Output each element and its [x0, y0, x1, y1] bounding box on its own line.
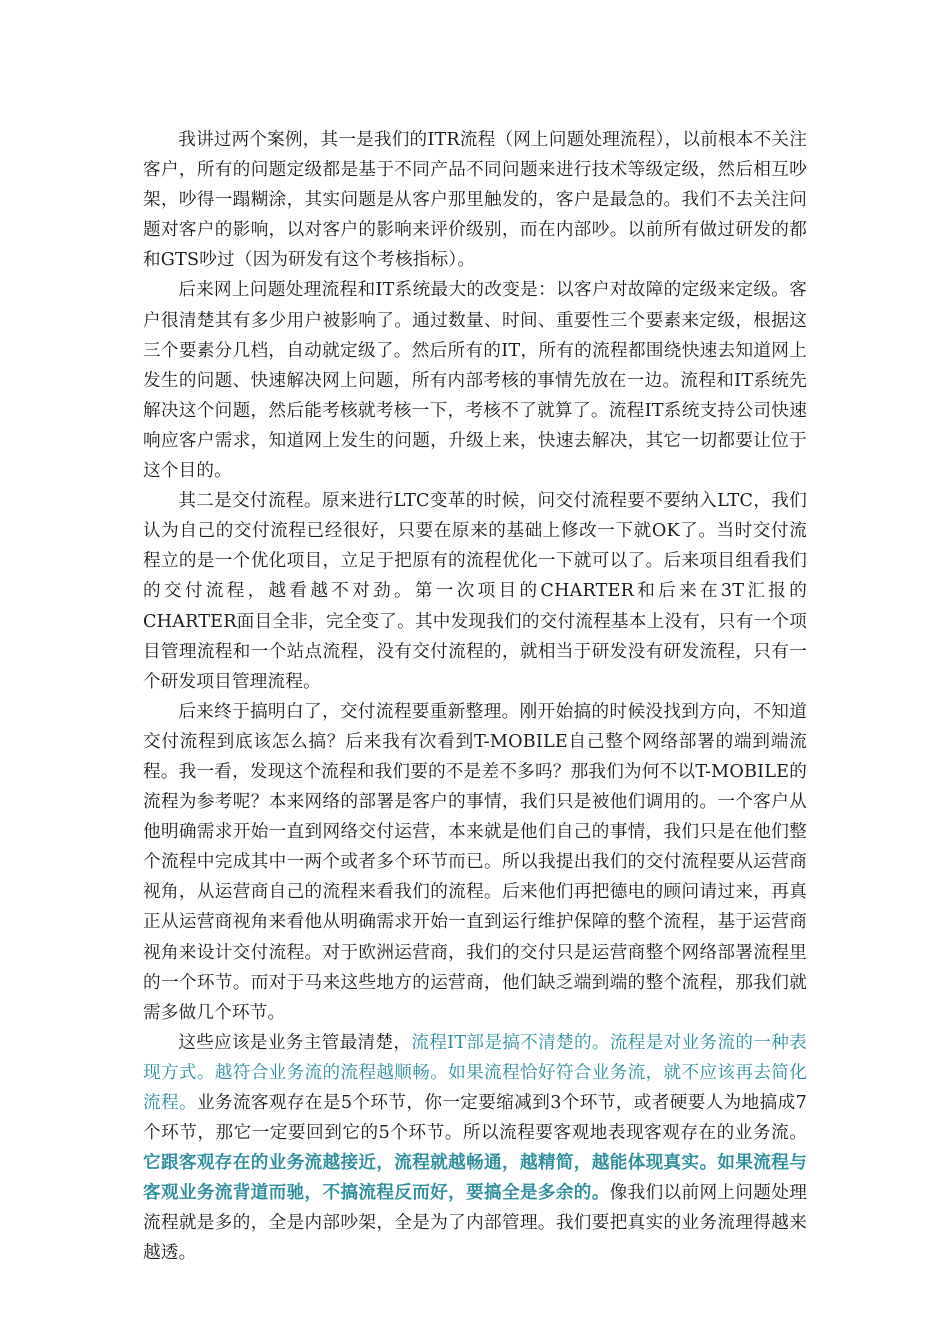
- paragraph-1: [143, 125, 807, 275]
- highlighted-text: 流程IT部是搞不清楚的。流程是对业务流的一种表现方式。越符合业务流的流程越顺畅。如果流程恰好符合业务流，就不应该再去简化流程。: [143, 1032, 807, 1113]
- paragraph-4: [143, 697, 807, 1028]
- paragraph-text: 这些应该是业务主管最清楚，: [178, 1032, 412, 1053]
- document-body: [143, 125, 807, 1269]
- paragraph-5: [143, 1028, 807, 1269]
- paragraph-2: [143, 275, 807, 486]
- paragraph-text: 后来终于搞明白了，交付流程要重新整理。刚开始搞的时候没找到方向，不知道交付流程到底该怎么搞？后来我有次看到T-MOBILE自己整个网络部署的端到端流程。我一看，发现这个流程和我们要的不是差不多吗？那我们为何不以T-MOBILE的流程为参考呢？本来网络的部署是客户的事情，我们只是被他们调用的。一个客户从他明确需求开始一直到网络交付运营，本来就是他们自己的事情，我们只是在他们整个流程中完成其中一两个或者多个环节而已。所以我提出我们的交付流程要从运营商视角，从运营商自己的流程来看我们的流程。后来他们再把德电的顾问请过来，再真正从运营商视角来看他从明确需求开始一直到运行维护保障的整个流程，基于运营商视角来设计交付流程。对于欧洲运营商，我们的交付只是运营商整个网络部署流程里的一个环节。而对于马来这些地方的运营商，他们缺乏端到端的整个流程，那我们就需多做几个环节。: [143, 701, 807, 1023]
- paragraph-text: 业务流客观存在是5个环节，你一定要缩减到3个环节，或者硬要人为地搞成7个环节，那它一定要回到它的5个环节。所以流程要客观地表现客观存在的业务流。: [143, 1093, 807, 1144]
- highlighted-bold-text: 它跟客观存在的业务流越接近，流程就越畅通，越精简，越能体现真实。如果流程与客观业务流背道而驰，不搞流程反而好，要搞全是多余的。: [143, 1152, 807, 1204]
- paragraph-3: [143, 486, 807, 697]
- paragraph-text: 我讲过两个案例，其一是我们的ITR流程（网上问题处理流程），以前根本不关注客户，所有的问题定级都是基于不同产品不同问题来进行技术等级定级，然后相互吵架，吵得一蹋糊涂，其实问题是从客户那里触发的，客户是最急的。我们不去关注问题对客户的影响，以对客户的影响来评价级别，而在内部吵。以前所有做过研发的都和GTS吵过（因为研发有这个考核指标）。: [143, 130, 807, 271]
- paragraph-text: 后来网上问题处理流程和IT系统最大的改变是：以客户对故障的定级来定级。客户很清楚其有多少用户被影响了。通过数量、时间、重要性三个要素来定级，根据这三个要素分几档，自动就定级了。然后所有的IT，所有的流程都围绕快速去知道网上发生的问题、快速解决网上问题，所有内部考核的事情先放在一边。流程和IT系统先解决这个问题，然后能考核就考核一下，考核不了就算了。流程IT系统支持公司快速响应客户需求，知道网上发生的问题，升级上来，快速去解决，其它一切都要让位于这个目的。: [143, 280, 807, 482]
- paragraph-text: 其二是交付流程。原来进行LTC变革的时候，问交付流程要不要纳入LTC，我们认为自己的交付流程已经很好，只要在原来的基础上修改一下就OK了。当时交付流程立的是一个优化项目，立足于把原有的流程优化一下就可以了。后来项目组看我们的交付流程，越看越不对劲。第一次项目的CHARTER和后来在3T汇报的CHARTER面目全非，完全变了。其中发现我们的交付流程基本上没有，只有一个项目管理流程和一个站点流程，没有交付流程的，就相当于研发没有研发流程，只有一个研发项目管理流程。: [143, 491, 807, 692]
- paragraph-text: 像我们以前网上问题处理流程就是多的，全是内部吵架，全是为了内部管理。我们要把真实的业务流理得越来越透。: [143, 1183, 807, 1264]
